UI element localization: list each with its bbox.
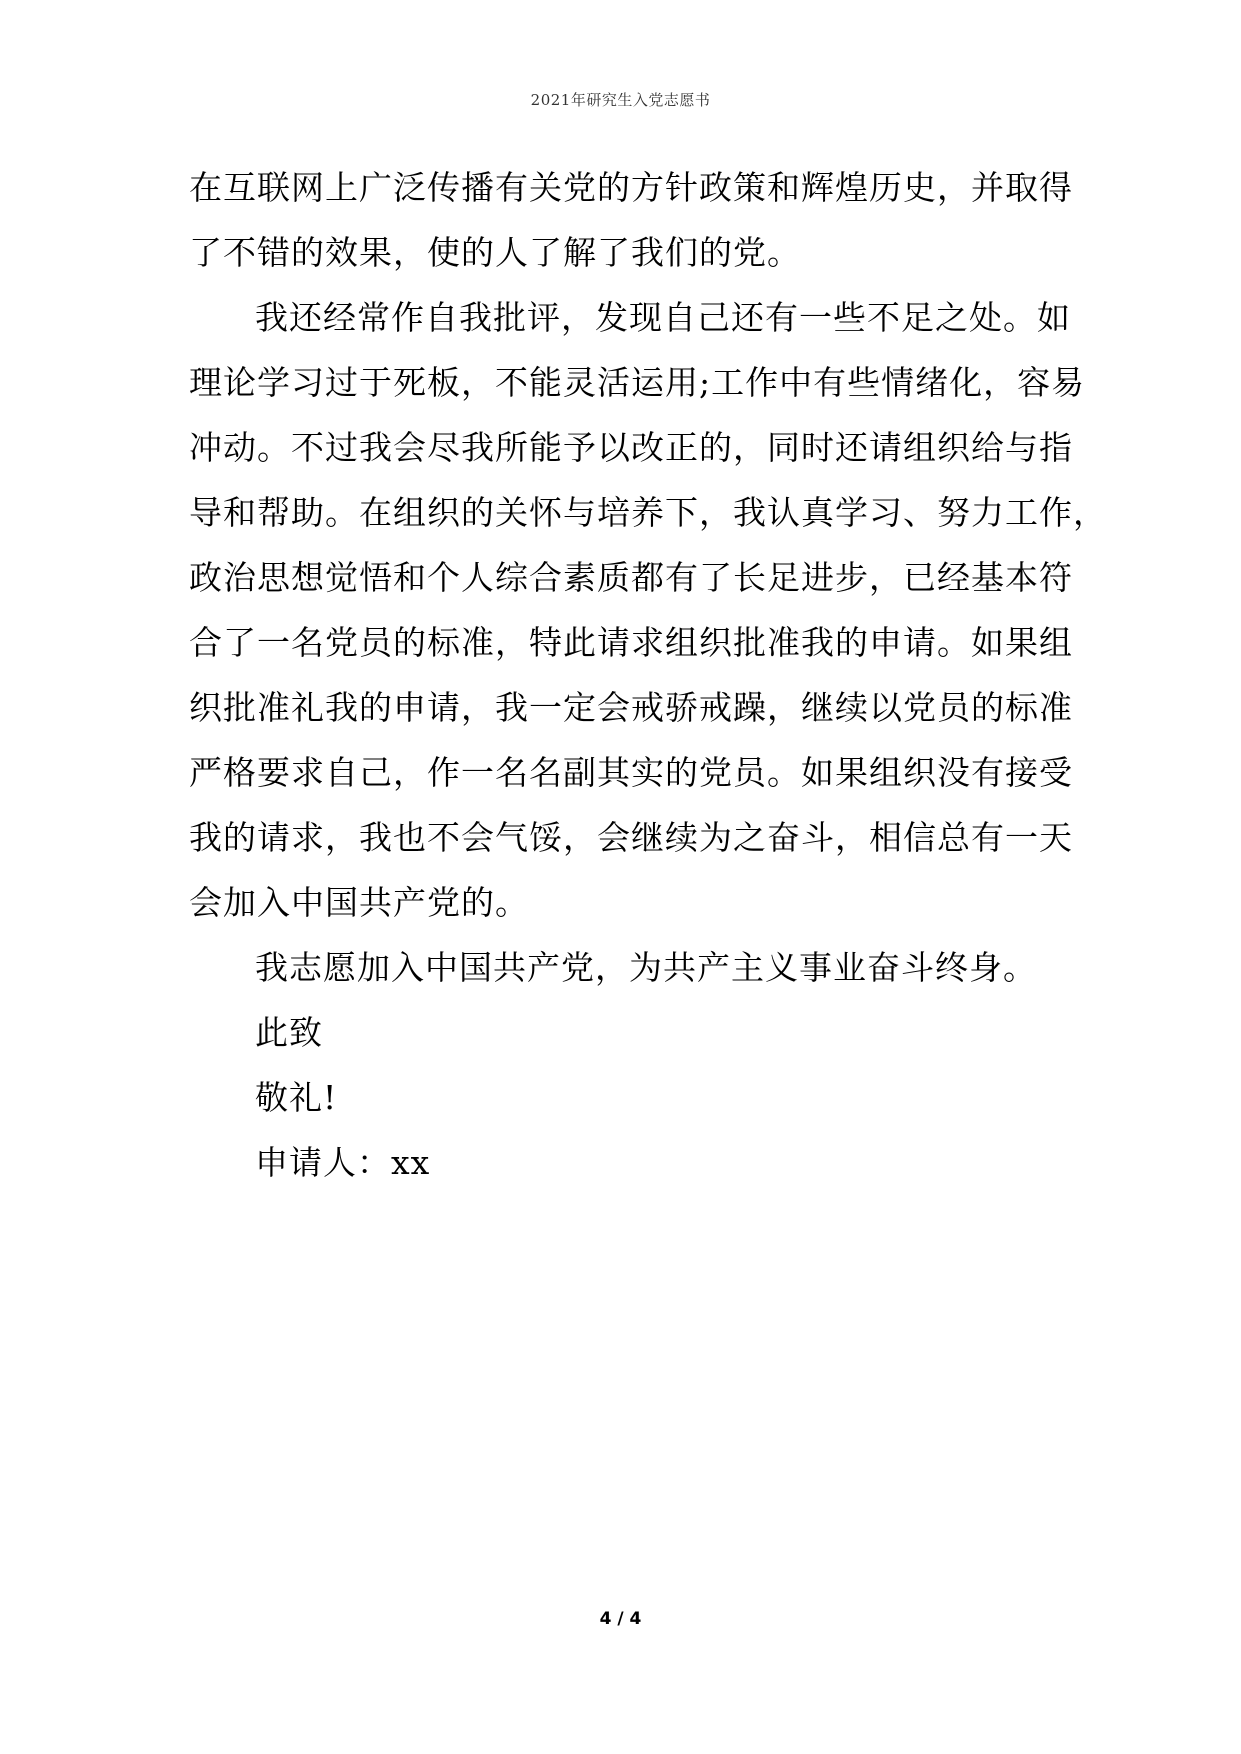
text-line: 在互联网上广泛传播有关党的方针政策和辉煌历史，并取得	[189, 168, 1073, 207]
text-line: 我的请求，我也不会气馁，会继续为之奋斗，相信总有一天	[189, 818, 1073, 857]
page-number: 4 / 4	[599, 1609, 642, 1629]
text-line: 合了一名党员的标准，特此请求组织批准我的申请。如果组	[189, 623, 1073, 662]
text-line: 我还经常作自我批评，发现自己还有一些不足之处。如	[255, 298, 1071, 337]
paragraph-continuation	[189, 155, 1073, 285]
text-line: 了不错的效果，使的人了解了我们的党。	[189, 233, 801, 272]
letter-body	[189, 155, 1107, 1195]
paragraph-self-criticism	[189, 285, 1107, 935]
running-header: 2021年研究生入党志愿书	[530, 91, 711, 109]
text-line: 会加入中国共产党的。	[189, 883, 529, 922]
text-line: 政治思想觉悟和个人综合素质都有了长足进步，已经基本符	[189, 558, 1073, 597]
text-line: 严格要求自己，作一名名副其实的党员。如果组织没有接受	[189, 753, 1073, 792]
text-line: 冲动。不过我会尽我所能予以改正的，同时还请组织给与指	[189, 428, 1073, 467]
closing-salutation: 此致	[255, 1013, 323, 1052]
text-line: 织批准礼我的申请，我一定会戒骄戒躁，继续以党员的标准	[189, 688, 1073, 727]
applicant-signature: 申请人：xx	[255, 1143, 431, 1182]
text-line: 导和帮助。在组织的关怀与培养下，我认真学习、努力工作，	[189, 493, 1107, 532]
paragraph-pledge: 我志愿加入中国共产党，为共产主义事业奋斗终身。	[255, 948, 1037, 987]
text-line: 理论学习过于死板，不能灵活运用;工作中有些情绪化，容易	[189, 363, 1086, 402]
closing-respect: 敬礼!	[255, 1078, 338, 1117]
